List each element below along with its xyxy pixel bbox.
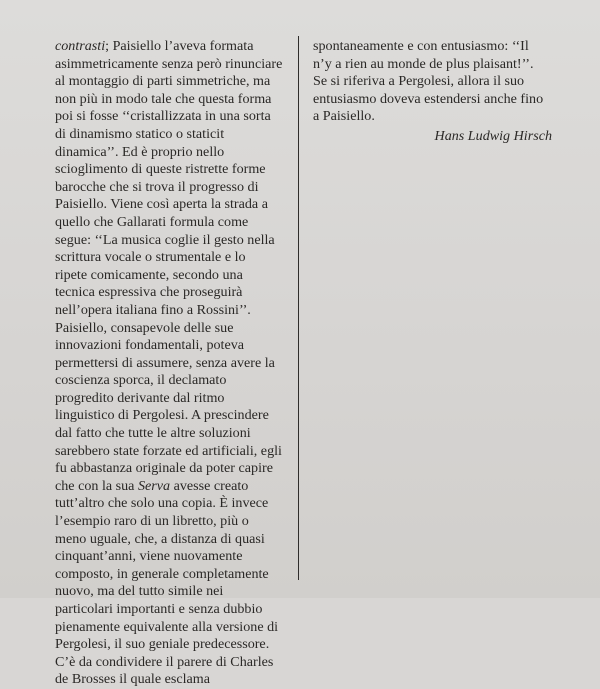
text-line bbox=[55, 478, 293, 496]
text-segment: scioglimento di queste ristrette forme bbox=[55, 161, 266, 178]
text-line bbox=[55, 302, 293, 320]
right-text-lines bbox=[313, 38, 558, 126]
text-line bbox=[313, 56, 558, 74]
text-line bbox=[55, 355, 293, 373]
text-line bbox=[55, 601, 293, 619]
text-line bbox=[55, 337, 293, 355]
text-segment: poi si fosse ‘‘cristallizzata in una sorta bbox=[55, 108, 271, 125]
text-segment: segue: ‘‘La musica coglie il gesto nella bbox=[55, 231, 275, 248]
text-segment: ripete comicamente, secondo una bbox=[55, 266, 243, 283]
text-segment: entusiasmo doveva estendersi anche fino bbox=[313, 90, 544, 107]
text-segment: fu abbastanza originale da poter capire bbox=[55, 460, 273, 477]
text-line bbox=[55, 372, 293, 390]
text-line bbox=[55, 56, 293, 74]
text-line bbox=[55, 161, 293, 179]
text-line bbox=[55, 196, 293, 214]
column-divider bbox=[298, 36, 299, 580]
text-segment: cinquant’anni, viene nuovamente bbox=[55, 548, 243, 565]
text-segment: barocche che si trova il progresso di bbox=[55, 178, 259, 195]
text-line bbox=[55, 73, 293, 91]
text-line bbox=[55, 179, 293, 197]
text-segment: linguistico di Pergolesi. A prescindere bbox=[55, 407, 269, 424]
text-segment: composto, in generale completamente bbox=[55, 565, 269, 582]
text-line bbox=[55, 214, 293, 232]
text-segment: al montaggio di parti simmetriche, ma bbox=[55, 73, 271, 90]
text-segment: particolari importanti e senza dubbio bbox=[55, 601, 263, 617]
italic-text: contrasti bbox=[55, 38, 106, 54]
text-line bbox=[55, 38, 293, 56]
text-line bbox=[55, 425, 293, 443]
text-segment: asimmetricamente senza però rinunciare bbox=[55, 55, 283, 72]
text-segment: Paisiello, consapevole delle sue bbox=[55, 319, 234, 336]
text-segment: non più in modo tale che questa forma bbox=[55, 90, 272, 107]
text-segment: nuovo, ma del tutto simile nei bbox=[55, 583, 224, 600]
text-line bbox=[55, 566, 293, 584]
text-segment: progredito derivante dal ritmo bbox=[55, 389, 225, 406]
text-line bbox=[55, 390, 293, 408]
text-segment: meno uguale, che, a distanza di quasi bbox=[55, 530, 265, 547]
text-line bbox=[55, 513, 293, 531]
text-line bbox=[55, 495, 293, 513]
text-segment: l’esempio raro di un libretto, più o bbox=[55, 513, 249, 530]
text-line bbox=[55, 654, 293, 672]
text-line bbox=[55, 460, 293, 478]
text-line bbox=[55, 671, 293, 689]
text-segment: avesse creato bbox=[170, 477, 249, 494]
text-segment: Se si riferiva a Pergolesi, allora il suo bbox=[313, 73, 525, 90]
text-line bbox=[313, 91, 558, 109]
text-line bbox=[55, 267, 293, 285]
text-line bbox=[55, 126, 293, 144]
text-line bbox=[313, 73, 558, 91]
text-line bbox=[55, 284, 293, 302]
text-segment: scrittura vocale o strumentale e lo bbox=[55, 249, 246, 266]
text-segment: di dinamismo statico o staticit bbox=[55, 125, 225, 142]
text-segment: pienamente equivalente alla versione di bbox=[55, 618, 279, 635]
text-segment: dinamica’’. Ed è proprio nello bbox=[55, 143, 225, 160]
right-text-column bbox=[313, 38, 558, 146]
text-line bbox=[55, 443, 293, 461]
text-line bbox=[55, 91, 293, 109]
text-segment: nell’opera italiana fino a Rossini’’. bbox=[55, 301, 251, 318]
text-segment: dal fatto che tutte le altre soluzioni bbox=[55, 425, 251, 442]
text-line bbox=[55, 531, 293, 549]
left-text-column bbox=[55, 38, 293, 689]
author-signature: Hans Ludwig Hirsch bbox=[434, 127, 552, 144]
text-segment: che con la sua bbox=[55, 477, 138, 494]
text-segment: tutt’altro che solo una copia. È invece bbox=[55, 495, 269, 512]
text-segment: sarebbero state forzate ed artificiali, egli bbox=[55, 442, 282, 459]
text-line bbox=[313, 108, 558, 126]
text-line bbox=[313, 38, 558, 56]
text-line bbox=[55, 320, 293, 338]
text-segment: n’y a rien au monde de plus plaisant!’’. bbox=[313, 55, 534, 72]
text-line bbox=[55, 407, 293, 425]
text-line bbox=[55, 548, 293, 566]
text-segment: de Brosses il quale esclama bbox=[55, 671, 210, 688]
text-segment: quello che Gallarati formula come bbox=[55, 213, 249, 230]
text-segment: Pergolesi, il suo geniale predecessore. bbox=[55, 636, 270, 653]
text-line bbox=[55, 636, 293, 654]
text-segment: C’è da condividere il parere di Charles bbox=[55, 653, 274, 670]
text-segment: a Paisiello. bbox=[313, 108, 375, 125]
text-segment: tecnica espressiva che proseguirà bbox=[55, 284, 243, 301]
text-segment: spontaneamente e con entusiasmo: ‘‘Il bbox=[313, 38, 529, 54]
text-line bbox=[55, 108, 293, 126]
text-line bbox=[55, 619, 293, 637]
text-segment: coscienza sporca, il declamato bbox=[55, 372, 227, 389]
text-segment: innovazioni fondamentali, poteva bbox=[55, 337, 245, 354]
text-line bbox=[55, 249, 293, 267]
italic-text: Serva bbox=[137, 477, 171, 494]
text-segment: Paisiello. Viene così aperta la strada a bbox=[55, 196, 268, 213]
text-segment: permettersi di assumere, senza avere la bbox=[55, 354, 275, 371]
text-line bbox=[55, 583, 293, 601]
text-line bbox=[55, 232, 293, 250]
text-segment: ; Paisiello l’aveva formata bbox=[105, 38, 254, 54]
text-line bbox=[55, 144, 293, 162]
